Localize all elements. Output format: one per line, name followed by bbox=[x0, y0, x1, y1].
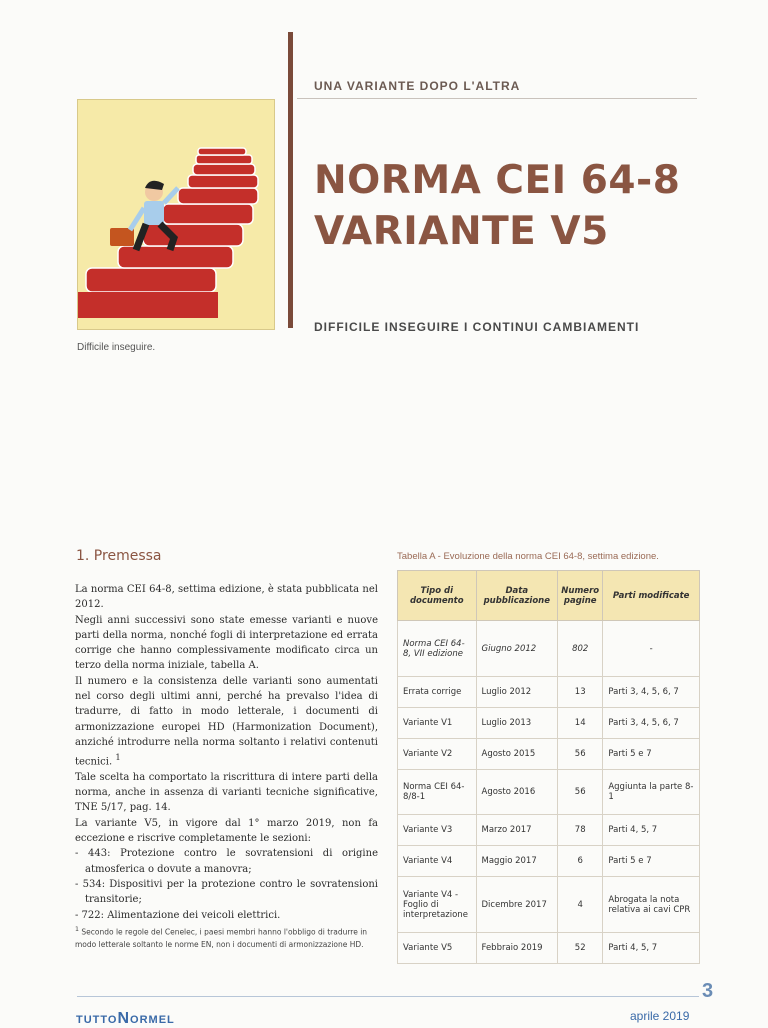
table-row bbox=[398, 815, 700, 846]
col-header: Tipo di documento bbox=[398, 571, 477, 621]
list-item: - 443: Protezione contro le sovratensioni di origine atmosferica o dovute a manovra; bbox=[75, 848, 378, 875]
table-row bbox=[398, 877, 700, 933]
cell: Parti 3, 4, 5, 6, 7 bbox=[603, 677, 700, 708]
issue-date: aprile 2019 bbox=[630, 1009, 690, 1023]
cell: Dicembre 2017 bbox=[476, 877, 558, 933]
page-number: 3 bbox=[702, 980, 714, 1002]
cell: Parti 4, 5, 7 bbox=[603, 815, 700, 846]
footer-rule bbox=[77, 996, 699, 997]
table-caption: Tabella A - Evoluzione della norma CEI 64-8, settima edizione. bbox=[397, 551, 659, 562]
table-row bbox=[398, 933, 700, 964]
cell: Variante V4 bbox=[398, 846, 477, 877]
cell: 802 bbox=[558, 621, 603, 677]
cell: 14 bbox=[558, 708, 603, 739]
col-header: Data pubblicazione bbox=[476, 571, 558, 621]
cell: Luglio 2012 bbox=[476, 677, 558, 708]
cell: Variante V3 bbox=[398, 815, 477, 846]
cell: 56 bbox=[558, 770, 603, 815]
body-text bbox=[75, 582, 378, 923]
cell: Agosto 2016 bbox=[476, 770, 558, 815]
cell: - bbox=[603, 621, 700, 677]
cell: Febbraio 2019 bbox=[476, 933, 558, 964]
cell: Parti 3, 4, 5, 6, 7 bbox=[603, 708, 700, 739]
man-climbing-book-stairs-illustration bbox=[78, 100, 274, 329]
cell: Agosto 2015 bbox=[476, 739, 558, 770]
page-title bbox=[314, 155, 680, 257]
cell: Variante V5 bbox=[398, 933, 477, 964]
cell: Maggio 2017 bbox=[476, 846, 558, 877]
footnote-mark: 1 bbox=[75, 926, 79, 933]
cell: Norma CEI 64-8/8-1 bbox=[398, 770, 477, 815]
cell: Parti 5 e 7 bbox=[603, 846, 700, 877]
cell: Errata corrige bbox=[398, 677, 477, 708]
cell: Parti 4, 5, 7 bbox=[603, 933, 700, 964]
col-header: Parti modificate bbox=[603, 571, 700, 621]
section-list bbox=[75, 846, 378, 922]
list-item: - 722: Alimentazione dei veicoli elettrici. bbox=[75, 909, 281, 921]
paragraph: Tale scelta ha comportato la riscrittura di intere parti della norma, anche in assenza di varianti tecniche significative, TNE 5/17, pag. 14. bbox=[75, 771, 378, 814]
cell: Norma CEI 64-8, VII edizione bbox=[398, 621, 477, 677]
paragraph: Il numero e la consistenza delle varianti sono aumentati nel corso degli ultimi anni, perché ha prevalso l'idea di tradurre, di fatto in modo letterale, i documenti di armonizzazione europei HD (Harmonization Document), anziché introdurre nella norma soltanto i relativi contenuti tecnici. $^1$ bbox=[75, 675, 378, 768]
title-line-1: NORMA CEI 64-8 bbox=[314, 158, 681, 203]
cell: Aggiunta la parte 8-1 bbox=[603, 770, 700, 815]
illustration-caption: Difficile inseguire. bbox=[77, 342, 156, 353]
cell: Variante V2 bbox=[398, 739, 477, 770]
subtitle: DIFFICILE INSEGUIRE I CONTINUI CAMBIAMENTI bbox=[314, 320, 640, 334]
illustration bbox=[77, 99, 275, 330]
cell: Giugno 2012 bbox=[476, 621, 558, 677]
footnote-ref: 1 bbox=[115, 752, 121, 763]
section-title: 1. Premessa bbox=[76, 548, 162, 564]
cell: 6 bbox=[558, 846, 603, 877]
cell: Variante V1 bbox=[398, 708, 477, 739]
cell: Abrogata la nota relativa ai cavi CPR bbox=[603, 877, 700, 933]
table-row bbox=[398, 708, 700, 739]
cell: Variante V4 - Foglio di interpretazione bbox=[398, 877, 477, 933]
table-row bbox=[398, 621, 700, 677]
table-row bbox=[398, 677, 700, 708]
cell: 4 bbox=[558, 877, 603, 933]
header-divider-bar bbox=[288, 32, 293, 328]
paragraph: Negli anni successivi sono state emesse varianti e nuove parti della norma, nonché fogli di interpretazione ed errata corrige che hanno complessivamente modificato circa un terzo della norma iniziale, tabella A. bbox=[75, 614, 378, 672]
cell: Marzo 2017 bbox=[476, 815, 558, 846]
table-row bbox=[398, 846, 700, 877]
publication-logo: TUTTONORMEL bbox=[76, 1010, 175, 1027]
kicker: UNA VARIANTE DOPO L'ALTRA bbox=[314, 79, 521, 93]
cell: 56 bbox=[558, 739, 603, 770]
cell: 13 bbox=[558, 677, 603, 708]
paragraph: La variante V5, in vigore dal 1° marzo 2019, non fa eccezione e riscrive completamente le sezioni: bbox=[75, 817, 378, 845]
evolution-table bbox=[397, 570, 700, 964]
table-row bbox=[398, 770, 700, 815]
title-line-2: VARIANTE V5 bbox=[314, 209, 609, 254]
cell: 52 bbox=[558, 933, 603, 964]
kicker-rule bbox=[297, 98, 697, 99]
list-item: - 534: Dispositivi per la protezione contro le sovratensioni transitorie; bbox=[75, 878, 378, 906]
cell: 78 bbox=[558, 815, 603, 846]
footnote: $^1$ Secondo le regole del Cenelec, i paesi membri hanno l'obbligo di tradurre in modo letterale soltanto le norme EN, non i documenti di armonizzazione HD. bbox=[75, 926, 368, 949]
cell: Parti 5 e 7 bbox=[603, 739, 700, 770]
table-header-row bbox=[398, 571, 700, 621]
col-header: Numero pagine bbox=[558, 571, 603, 621]
table-row bbox=[398, 739, 700, 770]
paragraph: La norma CEI 64-8, settima edizione, è stata pubblicata nel 2012. bbox=[75, 584, 378, 611]
cell: Luglio 2013 bbox=[476, 708, 558, 739]
